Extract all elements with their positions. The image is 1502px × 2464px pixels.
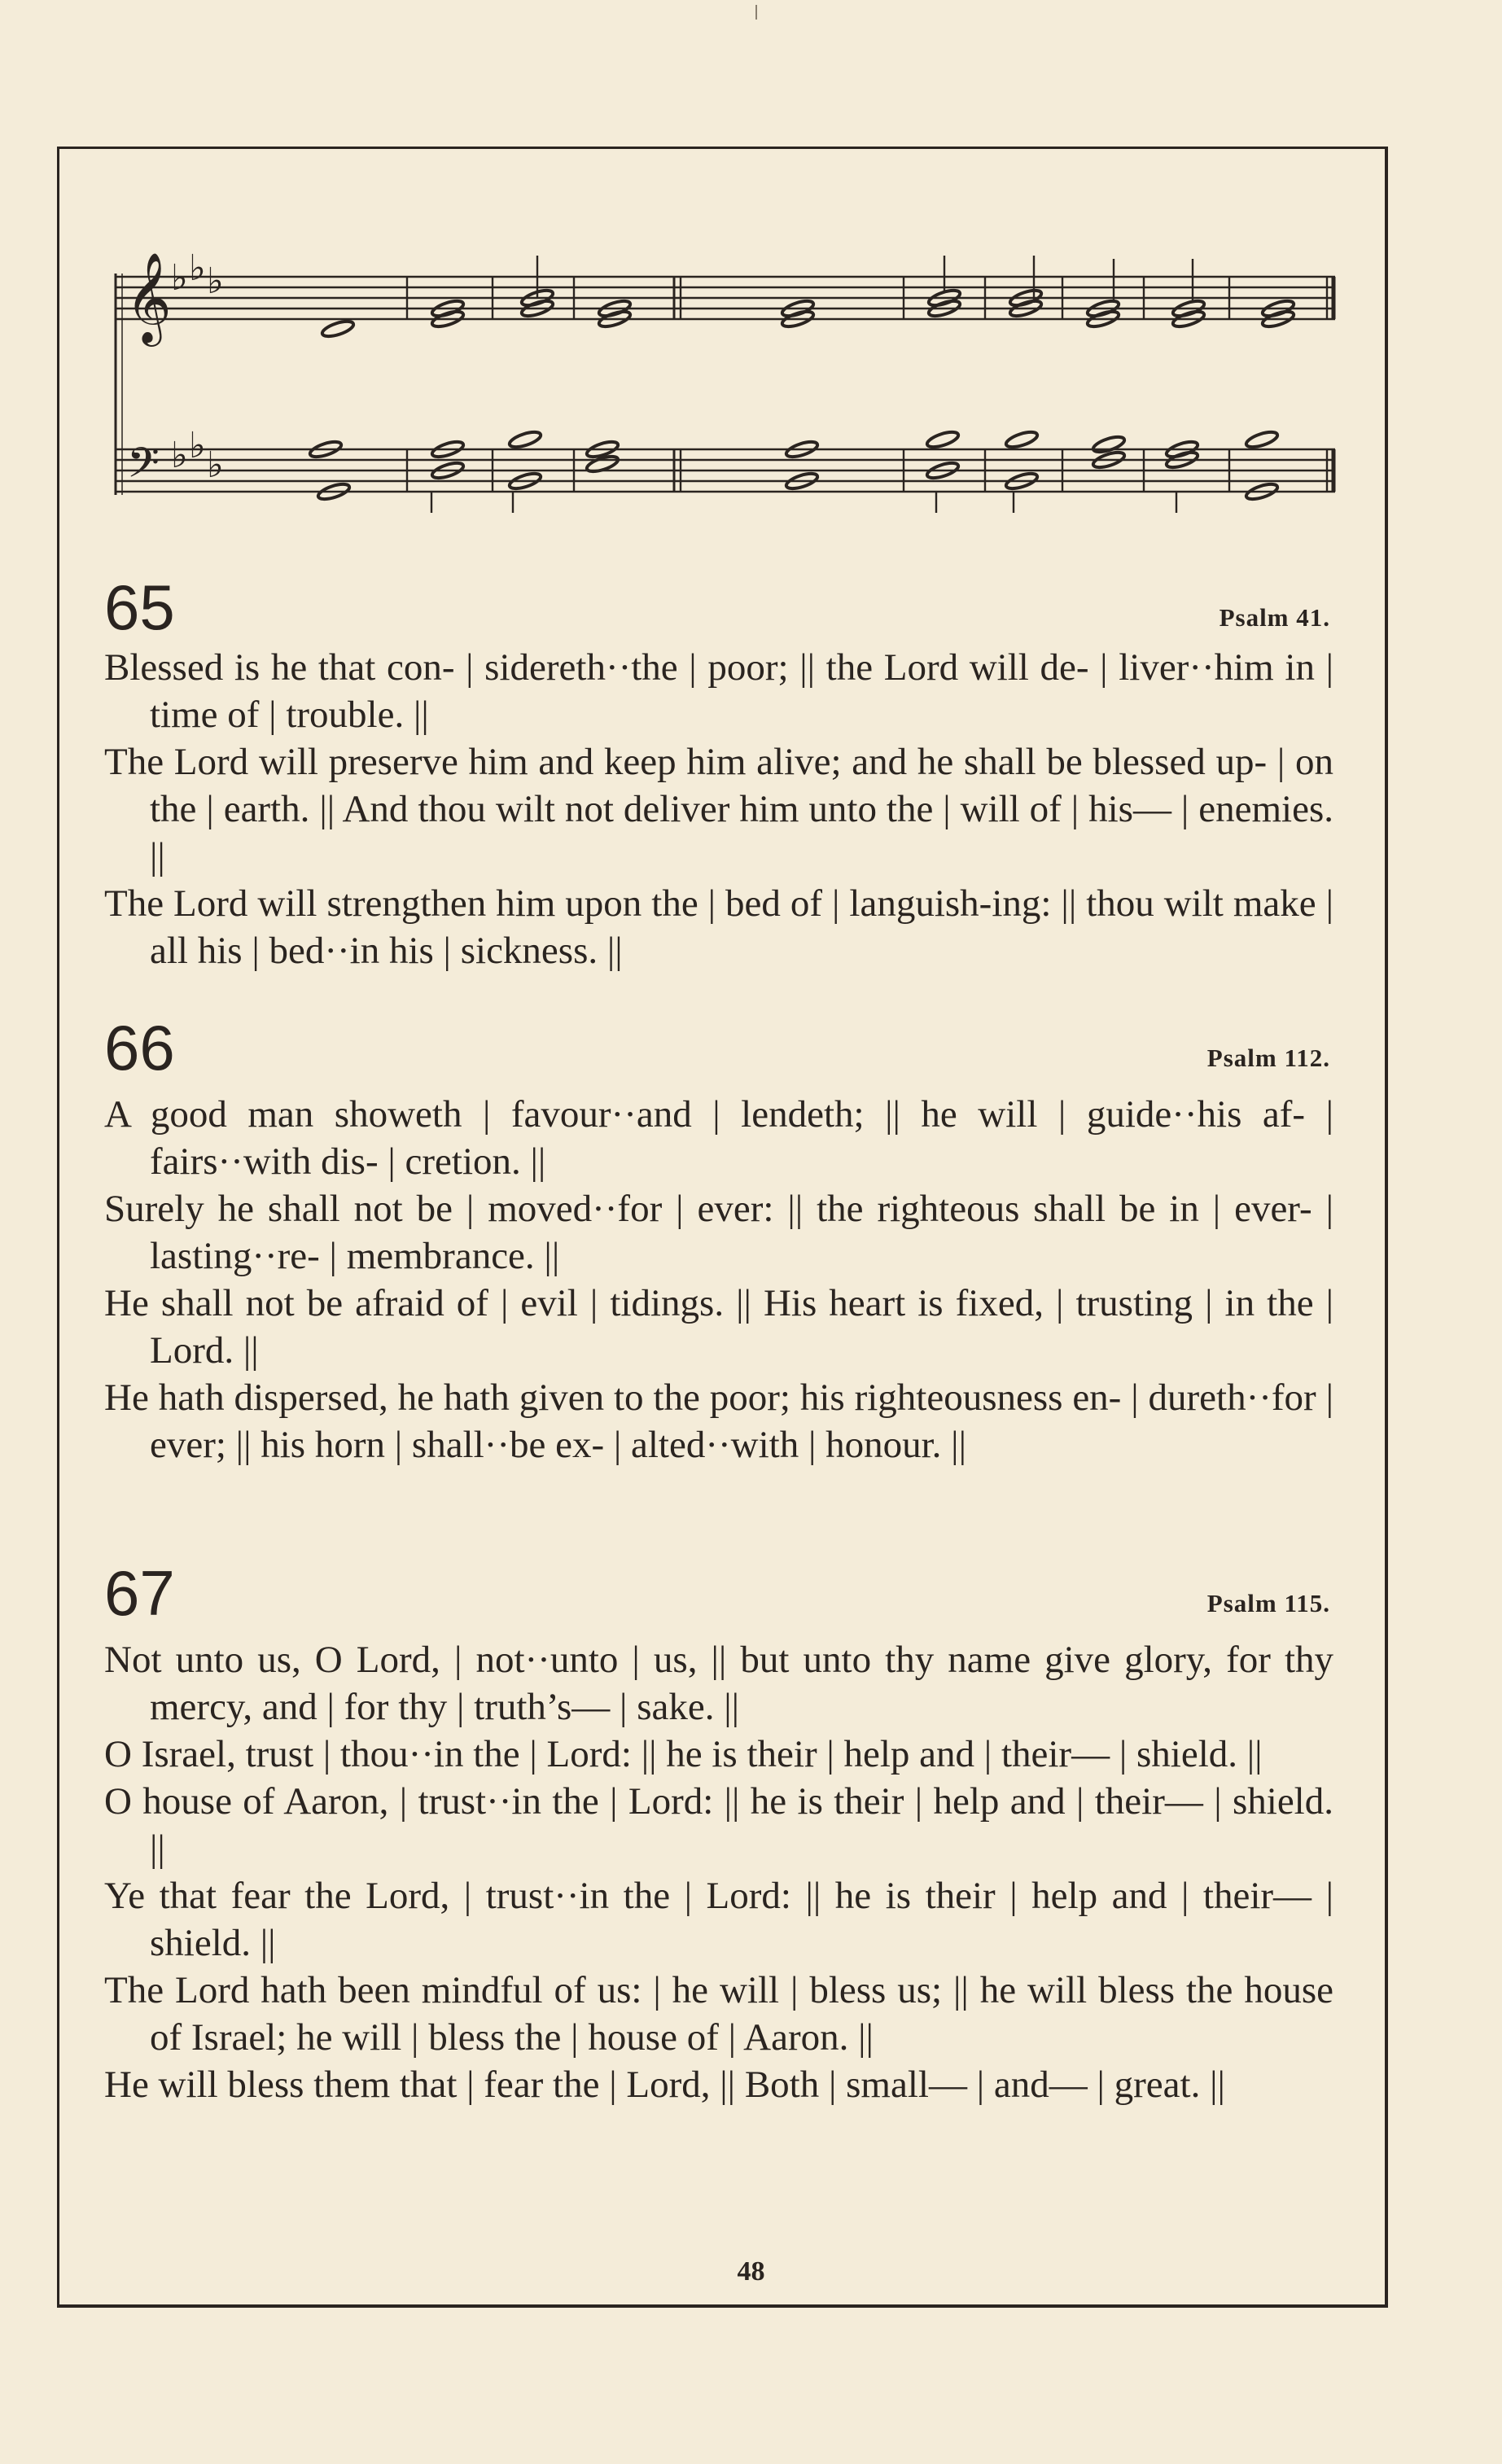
verse: The Lord hath been mindful of us: | he will | bless us; || he will bless the house of Israel; he will | bless the | house of | Aaron. || <box>104 1969 1333 2059</box>
verse-list <box>104 644 1333 974</box>
verse: He shall not be afraid of | evil | tidings. || His heart is fixed, | trusting | in the | Lord. || <box>104 1282 1333 1372</box>
verse: The Lord will preserve him and keep him alive; and he shall be blessed up- | on the | earth. || And thou wilt not deliver him unto the | will of | his— | enemies. || <box>104 741 1333 877</box>
svg-text:♭: ♭ <box>207 444 224 486</box>
svg-text:♭: ♭ <box>189 425 206 466</box>
svg-text:♭: ♭ <box>189 247 206 289</box>
verse-list <box>104 1636 1333 2108</box>
verse: He will bless them that | fear the | Lord, || Both | small— | and— | great. || <box>104 2064 1225 2106</box>
page-tick-mark <box>755 5 757 20</box>
treble-clef-icon: 𝄞 <box>125 252 172 343</box>
verse: O house of Aaron, | trust··in the | Lord: || he is their | help and | their— | shield. || <box>104 1780 1333 1870</box>
svg-text:♭: ♭ <box>171 435 188 476</box>
chant-number: 67 <box>104 1557 175 1629</box>
verse: He hath dispersed, he hath given to the poor; his righteousness en- | dureth··for | ever; || his horn | shall··be ex- | alted··with | honour. || <box>104 1376 1333 1466</box>
verse: Ye that fear the Lord, | trust··in the | Lord: || he is their | help and | their— | shield. || <box>104 1875 1333 1964</box>
verse: A good man showeth | favour··and | lendeth; || he will | guide··his af- | fairs··with dis- | cretion. || <box>104 1093 1333 1183</box>
verse: O Israel, trust | thou··in the | Lord: || he is their | help and | their— | shield. || <box>104 1733 1263 1775</box>
svg-text:♭: ♭ <box>207 260 224 302</box>
chant-music-score <box>114 244 1351 513</box>
chant-number: 66 <box>104 1012 175 1083</box>
verse: Not unto us, O Lord, | not··unto | us, || but unto thy name give glory, for thy mercy, and | for thy | truth’s— | sake. || <box>104 1639 1333 1728</box>
chant-number: 65 <box>104 571 175 643</box>
verse: The Lord will strengthen him upon the | bed of | languish-ing: || thou wilt make | all his | bed··in his | sickness. || <box>104 882 1333 972</box>
psalm-reference: Psalm 115. <box>1206 1589 1330 1617</box>
page-number: 48 <box>737 2256 765 2287</box>
psalm-reference: Psalm 112. <box>1206 1044 1330 1072</box>
verse-list <box>104 1091 1333 1468</box>
svg-text:♭: ♭ <box>171 257 188 299</box>
verse: Blessed is he that con- | sidereth··the | poor; || the Lord will de- | liver··him in | time of | trouble. || <box>104 646 1333 736</box>
bass-clef-icon: 𝄢 <box>127 438 160 497</box>
verse: Surely he shall not be | moved··for | ever: || the righteous shall be in | ever- | lasting··re- | membrance. || <box>104 1188 1333 1277</box>
psalm-reference: Psalm 41. <box>1219 603 1330 632</box>
